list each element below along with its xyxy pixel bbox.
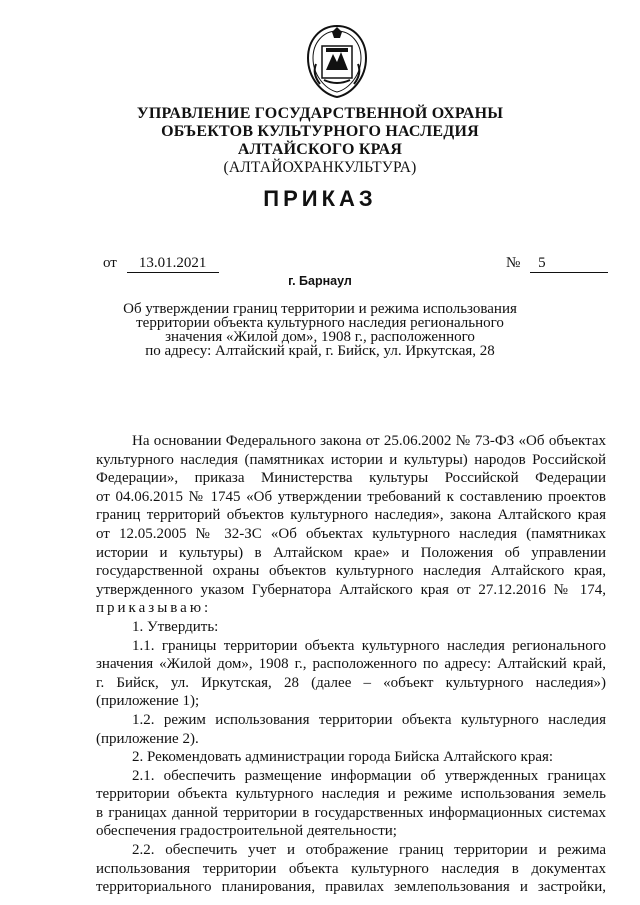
item-1-1-line: значения «Жилой дом», 1908 г., расположенного по адресу: Алтайский край, <box>96 656 606 673</box>
preamble-line: Федерации», приказа Министерства культуры Российской Федерации <box>96 470 606 487</box>
preamble-line: государственной охраны объектов культурного наследия Алтайского края, <box>96 563 606 580</box>
order-body <box>96 432 606 897</box>
agency-name-line-3: АЛТАЙСКОГО КРАЯ <box>237 141 403 158</box>
date-prefix: от <box>103 255 117 271</box>
preamble-line: культурного наследия (памятниках истории и культуры) народов Российской <box>96 451 606 468</box>
item-1-1-line: 1.1. границы территории объекта культурного наследия регионального <box>132 637 606 654</box>
item-1-2-line: 1.2. режим использования территории объекта культурного наследия <box>132 711 606 728</box>
item-1-1-line: г. Бийск, ул. Иркутская, 28 (далее – «объект культурного наследия») <box>96 674 606 691</box>
number-prefix: № <box>506 255 521 271</box>
preamble-line: утвержденного указом Губернатора Алтайского края от 27.12.2016 № 174, <box>96 581 606 598</box>
preamble-line: от 04.06.2015 № 1745 «Об утверждении требований к составлению проектов <box>96 488 606 505</box>
item-2-1-line: 2.1. обеспечить размещение информации об утвержденных границах <box>132 767 606 784</box>
item-2-1-line: обеспечения градостроительной деятельности; <box>96 823 397 840</box>
date-value: 13.01.2021 <box>127 254 219 273</box>
city-label: г. Барнаул <box>288 274 352 288</box>
item-2: 2. Рекомендовать администрации города Бийска Алтайского края: <box>132 749 554 766</box>
subject-line: значения «Жилой дом», 1908 г., расположенного <box>165 329 475 345</box>
item-2-2-line: 2.2. обеспечить учет и отображение границ территории и режима <box>132 842 606 859</box>
subject-line: по адресу: Алтайский край, г. Бийск, ул. Иркутская, 28 <box>145 343 495 359</box>
order-subject <box>0 302 640 358</box>
agency-name-line-1: УПРАВЛЕНИЕ ГОСУДАРСТВЕННОЙ ОХРАНЫ <box>136 105 504 122</box>
preamble-line: от 12.05.2005 № 32-ЗС «Об объектах культурного наследия (памятниках <box>96 525 606 542</box>
document-type-title: ПРИКАЗ <box>263 186 377 211</box>
order-number <box>506 254 608 273</box>
item-2-2-line: территориального планирования, правилах землепользования и застройки, <box>96 879 606 896</box>
subject-line: территории объекта культурного наследия регионального <box>136 315 504 331</box>
preamble-line: На основании Федерального закона от 25.06.2002 № 73-ФЗ «Об объектах <box>132 433 606 449</box>
item-1: 1. Утвердить: <box>132 618 219 635</box>
item-2-1-line: в границах данной территории в государственных информационных системах <box>96 804 606 821</box>
item-2-2-line: использования территории объекта культурного наследия в документах <box>96 860 606 877</box>
order-date <box>103 254 219 273</box>
preamble-line: истории и культуры) в Алтайском крае» и Положения об управлении <box>96 544 606 561</box>
item-1-2-line: (приложение 2). <box>96 730 199 747</box>
orders-word: приказываю: <box>96 600 212 617</box>
preamble-line: границ территорий объектов культурного наследия», закона Алтайского края <box>96 507 606 524</box>
agency-abbreviation: (АЛТАЙОХРАНКУЛЬТУРА) <box>223 159 417 176</box>
agency-name-line-2: ОБЪЕКТОВ КУЛЬТУРНОГО НАСЛЕДИЯ <box>161 123 479 140</box>
coat-of-arms-emblem <box>302 22 372 100</box>
item-1-1-line: (приложение 1); <box>96 693 200 710</box>
subject-line: Об утверждении границ территории и режима использования <box>123 301 517 317</box>
number-value: 5 <box>530 254 608 273</box>
item-2-1-line: территории объекта культурного наследия и режиме использования земель <box>96 786 606 803</box>
